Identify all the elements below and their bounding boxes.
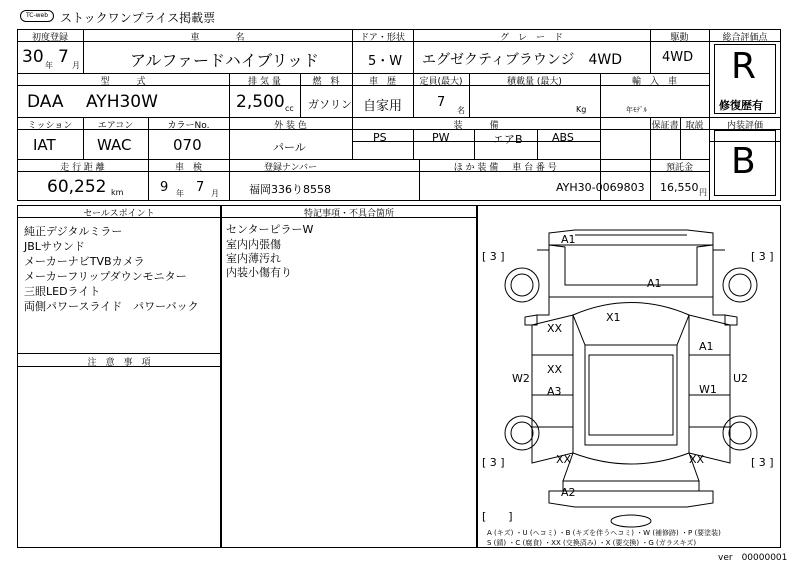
insp-year: 9 — [160, 180, 169, 195]
remark-item: 内装小傷有り — [226, 266, 292, 279]
label-model: 型 式 — [100, 77, 146, 87]
label-exterior: 外 装 色 — [274, 121, 307, 131]
grade: エグゼクティブラウンジ 4WD — [422, 52, 623, 68]
exterior-color: パール — [273, 141, 306, 154]
sales-item: 三眼LEDライト — [24, 285, 101, 298]
damage-mark: A2 — [561, 486, 576, 499]
label-load: 積載量 (最大) — [507, 77, 562, 87]
insp-month: 7 — [196, 180, 205, 195]
legend-line-2: S (錆) ・C (腐食) ・XX (交換済み) ・X (要交換) ・G (ガラスキズ) — [487, 539, 697, 547]
bracket: [ ] — [482, 510, 513, 523]
overall-score: R — [731, 46, 757, 87]
displacement: 2,500 — [236, 92, 285, 112]
label-drive: 駆動 — [670, 33, 689, 43]
sales-item: メーカーナビTVBカメラ — [24, 255, 145, 268]
label-other-equip: ほ か 装 備 — [453, 163, 499, 173]
notes-title: 注 意 事 項 — [87, 358, 151, 368]
label-door-shape: ドア・形状 — [360, 33, 405, 43]
label-displacement: 排 気 量 — [248, 77, 281, 87]
bracket: [ 3 ] — [482, 250, 505, 263]
year-unit: 年 — [45, 61, 53, 70]
label-color-no: カラーNo. — [167, 121, 210, 131]
label-recycle: 預託金 — [665, 163, 693, 173]
month-unit: 月 — [72, 61, 80, 70]
mileage-unit: km — [111, 188, 124, 197]
mileage: 60,252 — [47, 177, 107, 197]
label-first-reg: 初度登録 — [31, 33, 68, 43]
sales-item: JBLサウンド — [24, 240, 85, 253]
label-capacity: 定員(最大) — [419, 77, 463, 87]
overall-note: 修復歴有 — [719, 99, 763, 112]
model-prefix: DAA — [27, 92, 64, 112]
damage-mark: A3 — [547, 385, 562, 398]
damage-mark: A1 — [647, 277, 662, 290]
damage-mark: A1 — [699, 340, 714, 353]
sales-item: メーカーフリップダウンモニター — [24, 270, 187, 283]
label-aircon: エアコン — [97, 121, 134, 131]
history: 自家用 — [363, 99, 403, 114]
plate: 福岡336り8558 — [249, 183, 331, 196]
equip-pw: PW — [432, 131, 450, 144]
interior-score: B — [731, 141, 756, 182]
bracket: [ 3 ] — [751, 250, 774, 263]
mission: IAT — [33, 136, 56, 154]
remark-item: 室内内張傷 — [226, 238, 281, 251]
label-manual: 取説 — [685, 121, 704, 131]
label-fuel: 燃 料 — [312, 77, 340, 87]
label-chassis: 車 台 番 号 — [512, 163, 557, 173]
label-history: 車 歴 — [368, 77, 396, 87]
bracket: [ 3 ] — [751, 456, 774, 469]
car-name: アルファードハイブリッド — [130, 51, 319, 70]
model-code: AYH30W — [86, 92, 158, 112]
color-no: 070 — [173, 136, 202, 154]
damage-mark: XX — [547, 363, 563, 376]
label-interior: 内装評価 — [726, 121, 763, 131]
sales-item: 両側パワースライド パワーバック — [24, 300, 199, 313]
fuel: ガソリン — [308, 98, 352, 111]
label-warranty: 保証書 — [651, 121, 679, 131]
load-unit: Kg — [576, 105, 587, 114]
label-mission: ミッション — [27, 121, 73, 131]
damage-mark: W2 — [512, 372, 530, 385]
displacement-unit: cc — [285, 104, 294, 113]
label-car-name: 車 名 — [190, 33, 245, 43]
version: ver 00000001 — [718, 553, 788, 563]
door-shape: 5・W — [368, 54, 403, 69]
damage-mark: XX — [689, 453, 705, 466]
drive: 4WD — [662, 50, 694, 65]
equip-abs: ABS — [552, 131, 574, 144]
damage-mark: U2 — [733, 372, 749, 385]
recycle-fee: 16,550 — [660, 181, 699, 194]
insp-month-unit: 月 — [211, 189, 219, 198]
label-mileage: 走 行 距 離 — [60, 163, 105, 173]
damage-mark: W1 — [699, 383, 717, 396]
bracket: [ 3 ] — [482, 456, 505, 469]
label-equipment: 装 備 — [453, 121, 499, 131]
capacity-unit: 名 — [457, 106, 465, 115]
remark-item: 室内薄汚れ — [226, 252, 281, 265]
damage-mark: X1 — [606, 311, 621, 324]
damage-mark: XX — [547, 322, 563, 335]
first-reg-month: 7 — [58, 47, 69, 67]
chassis-number: AYH30-0069803 — [556, 181, 645, 194]
capacity: 7 — [437, 95, 446, 110]
label-grade: グ レ ー ド — [499, 33, 563, 43]
legend-line-1: A (キズ) ・U (ヘコミ) ・B (キズを伴うヘコミ) ・W (補修跡) ・P (要塗装) — [487, 529, 721, 537]
damage-mark: A1 — [561, 233, 576, 246]
form-title: ストックワンプライス掲載票 — [60, 11, 216, 25]
logo: TC-web — [20, 10, 54, 22]
first-reg-year: 30 — [22, 47, 44, 67]
equip-airbag: エアB — [493, 133, 523, 146]
recycle-unit: 円 — [699, 188, 707, 197]
damage-mark: XX — [556, 453, 572, 466]
sales-title: セールスポイント — [83, 209, 155, 219]
label-inspection: 車 検 — [174, 163, 202, 173]
import-note: 年ﾓﾃﾞﾙ — [626, 106, 647, 114]
equip-ps: PS — [373, 131, 387, 144]
remarks-title: 特記事項・不具合箇所 — [303, 209, 394, 219]
label-overall-score: 総合評価点 — [722, 33, 768, 43]
aircon: WAC — [97, 136, 132, 154]
label-import: 輸 入 車 — [631, 77, 677, 87]
label-plate: 登録ナンバー — [264, 163, 317, 173]
sales-item: 純正デジタルミラー — [24, 225, 123, 238]
remark-item: センターピラーW — [226, 223, 314, 236]
insp-year-unit: 年 — [176, 189, 184, 198]
